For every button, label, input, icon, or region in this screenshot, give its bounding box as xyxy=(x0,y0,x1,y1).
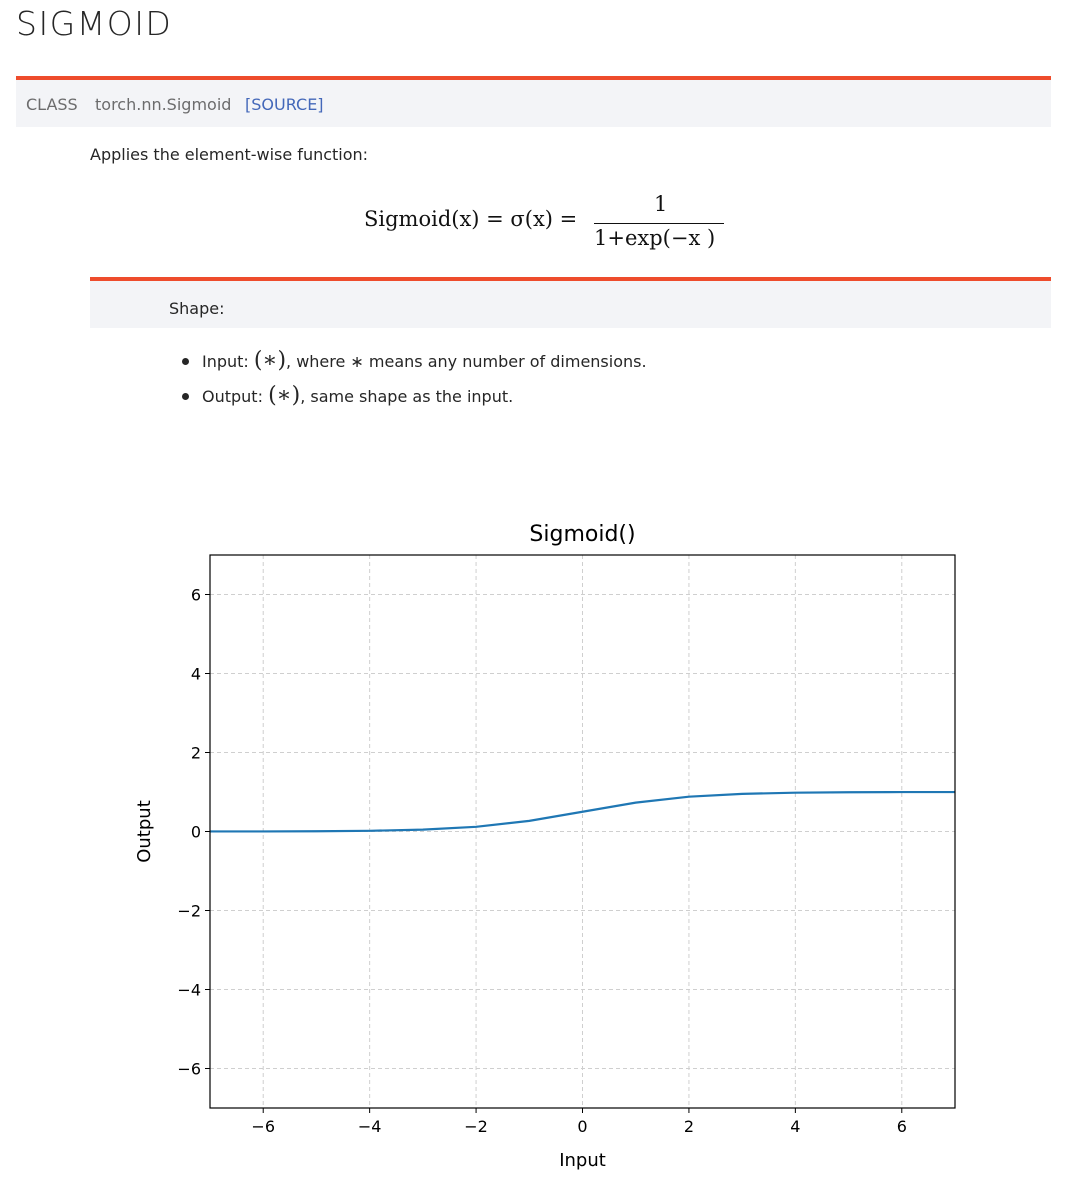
page-title: SIGMOID xyxy=(16,4,173,43)
y-tick-label: −2 xyxy=(177,901,201,921)
source-link[interactable]: [SOURCE] xyxy=(245,95,324,114)
sigmoid-chart xyxy=(120,510,970,1180)
x-tick-label: 0 xyxy=(577,1117,588,1136)
shape-output-text: , same shape as the input. xyxy=(300,387,514,406)
bullet-icon xyxy=(182,393,189,400)
shape-input-label: Input: xyxy=(202,352,254,371)
fraction-bar xyxy=(594,223,724,224)
class-keyword: CLASS xyxy=(26,95,78,114)
x-tick-label: −4 xyxy=(357,1117,382,1136)
shape-output-math: (∗) xyxy=(268,383,301,408)
list-item xyxy=(180,344,647,379)
x-tick-label: 6 xyxy=(896,1117,907,1136)
shape-input-math: (∗) xyxy=(253,348,287,373)
shape-label: Shape: xyxy=(169,299,225,318)
sigmoid-curve xyxy=(210,792,955,831)
sigmoid-formula xyxy=(364,192,734,256)
y-tick-label: 6 xyxy=(190,585,201,605)
bullet-icon xyxy=(182,358,189,365)
y-tick-label: 0 xyxy=(190,822,201,842)
x-tick-label: −2 xyxy=(464,1117,488,1136)
x-tick-label: 2 xyxy=(683,1117,695,1136)
shape-output-label: Output: xyxy=(202,387,269,406)
y-tick-label: 2 xyxy=(190,743,201,763)
y-tick-label: −4 xyxy=(177,980,201,1000)
chart-title: Sigmoid() xyxy=(529,522,636,547)
shape-section-header xyxy=(90,277,1051,328)
class-signature xyxy=(16,76,1051,127)
y-tick-label: 4 xyxy=(190,664,201,684)
formula-lhs: Sigmoid(x) = σ(x) = xyxy=(364,207,578,231)
shape-input-text: , where ∗ means any number of dimensions. xyxy=(286,352,647,371)
class-name: torch.nn.Sigmoid xyxy=(95,95,232,114)
x-axis-label: Input xyxy=(559,1150,606,1171)
y-tick-label: −6 xyxy=(177,1059,201,1079)
list-item xyxy=(180,379,647,414)
formula-denominator: 1+exp(−x ) xyxy=(594,226,716,250)
x-tick-label: 4 xyxy=(790,1117,801,1136)
y-axis-label: Output xyxy=(134,800,155,863)
shape-list xyxy=(180,344,647,414)
x-tick-label: −6 xyxy=(251,1117,276,1136)
intro-text: Applies the element-wise function: xyxy=(90,145,369,164)
formula-numerator: 1 xyxy=(654,192,668,216)
